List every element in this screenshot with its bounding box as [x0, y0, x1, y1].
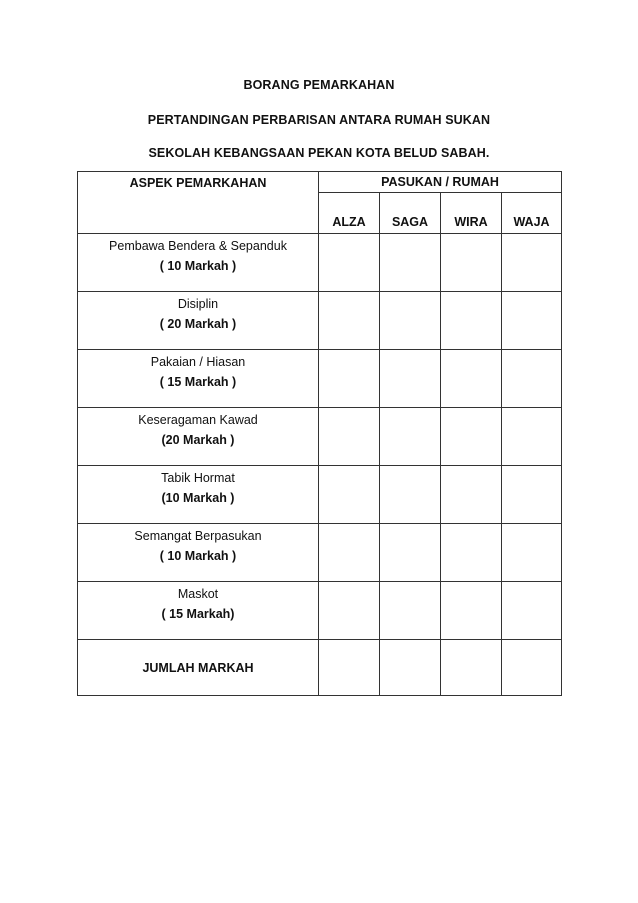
aspect-name: Disiplin — [177, 297, 219, 311]
total-cell-saga[interactable] — [380, 640, 441, 696]
score-cell-wira[interactable] — [441, 466, 502, 524]
aspect-name: Tabik Hormat — [161, 471, 235, 485]
score-cell-waja[interactable] — [502, 234, 562, 292]
house-header-wira: WIRA — [441, 193, 502, 234]
total-cell-waja[interactable] — [502, 640, 562, 696]
aspect-name: Semangat Berpasukan — [134, 529, 262, 543]
aspect-name: Maskot — [177, 587, 219, 601]
total-cell-alza[interactable] — [319, 640, 380, 696]
score-cell-saga[interactable] — [380, 350, 441, 408]
score-cell-alza[interactable] — [319, 466, 380, 524]
score-cell-wira[interactable] — [441, 582, 502, 640]
score-cell-alza[interactable] — [319, 524, 380, 582]
score-cell-wira[interactable] — [441, 350, 502, 408]
table-row — [78, 350, 562, 408]
score-cell-waja[interactable] — [502, 582, 562, 640]
aspect-mark: (10 Markah ) — [161, 491, 235, 505]
score-cell-alza[interactable] — [319, 350, 380, 408]
score-cell-saga[interactable] — [380, 234, 441, 292]
aspect-mark: ( 10 Markah ) — [159, 549, 237, 563]
total-row — [78, 640, 562, 696]
table-row — [78, 582, 562, 640]
house-header-alza: ALZA — [319, 193, 380, 234]
score-cell-saga[interactable] — [380, 582, 441, 640]
aspect-name: Pakaian / Hiasan — [150, 355, 246, 369]
aspect-cell — [78, 234, 319, 292]
score-cell-alza[interactable] — [319, 292, 380, 350]
score-cell-waja[interactable] — [502, 524, 562, 582]
aspect-header: ASPEK PEMARKAHAN — [78, 172, 319, 234]
score-cell-waja[interactable] — [502, 350, 562, 408]
house-header-waja: WAJA — [502, 193, 562, 234]
aspect-cell — [78, 466, 319, 524]
score-cell-alza[interactable] — [319, 582, 380, 640]
table-row — [78, 466, 562, 524]
aspect-name: Keseragaman Kawad — [138, 413, 258, 427]
score-cell-saga[interactable] — [380, 292, 441, 350]
house-header-saga: SAGA — [380, 193, 441, 234]
table-row — [78, 524, 562, 582]
table-header-row — [78, 172, 562, 193]
scoring-table — [77, 171, 562, 696]
school-name: SEKOLAH KEBANGSAAN PEKAN KOTA BELUD SABAH. — [148, 146, 490, 160]
house-group-header: PASUKAN / RUMAH — [319, 172, 562, 193]
aspect-cell — [78, 350, 319, 408]
competition-title: PERTANDINGAN PERBARISAN ANTARA RUMAH SUKAN — [147, 113, 491, 127]
aspect-cell — [78, 582, 319, 640]
aspect-cell — [78, 408, 319, 466]
score-cell-waja[interactable] — [502, 466, 562, 524]
score-cell-waja[interactable] — [502, 408, 562, 466]
score-cell-wira[interactable] — [441, 408, 502, 466]
score-cell-wira[interactable] — [441, 234, 502, 292]
aspect-name: Pembawa Bendera & Sepanduk — [109, 239, 287, 253]
score-cell-wira[interactable] — [441, 524, 502, 582]
aspect-mark: ( 15 Markah ) — [159, 375, 237, 389]
aspect-cell — [78, 292, 319, 350]
score-cell-alza[interactable] — [319, 234, 380, 292]
table-row — [78, 292, 562, 350]
total-label: JUMLAH MARKAH — [78, 640, 319, 696]
aspect-cell — [78, 524, 319, 582]
aspect-mark: ( 10 Markah ) — [159, 259, 237, 273]
aspect-mark: ( 15 Markah) — [161, 607, 235, 621]
score-cell-alza[interactable] — [319, 408, 380, 466]
table-row — [78, 408, 562, 466]
score-cell-saga[interactable] — [380, 466, 441, 524]
score-cell-saga[interactable] — [380, 524, 441, 582]
score-cell-saga[interactable] — [380, 408, 441, 466]
score-cell-wira[interactable] — [441, 292, 502, 350]
score-cell-waja[interactable] — [502, 292, 562, 350]
form-title: BORANG PEMARKAHAN — [243, 78, 395, 92]
total-cell-wira[interactable] — [441, 640, 502, 696]
table-row — [78, 234, 562, 292]
aspect-mark: (20 Markah ) — [161, 433, 235, 447]
aspect-mark: ( 20 Markah ) — [159, 317, 237, 331]
